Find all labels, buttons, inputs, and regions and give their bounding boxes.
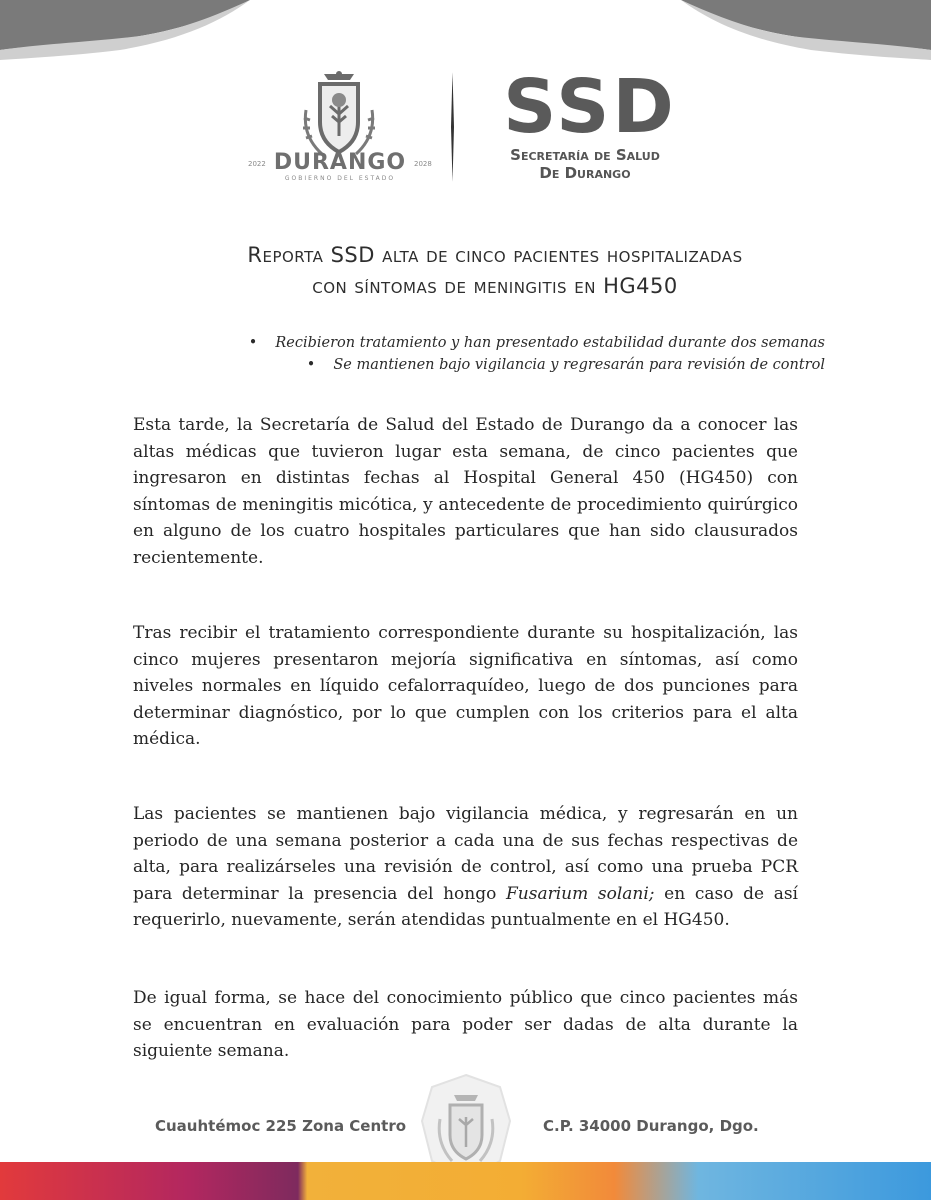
bullet-dot-icon: • bbox=[248, 335, 258, 351]
body-paragraph-2: Tras recibir el tratamiento correspondiente durante su hospitalización, las cinco mujeres presentaron mejoría significativa en síntomas, así como niveles normales en líquido cefalorraquídeo, luego de dos punciones para determinar diagnóstico, por lo que cumplen con los criterios para el alta médica. bbox=[133, 623, 798, 749]
document-title-line1: Reporta SSD alta de cinco pacientes hospitalizadas bbox=[247, 243, 743, 267]
bullet-dot-icon: • bbox=[306, 357, 316, 373]
summary-bullet-text: Recibieron tratamiento y han presentado estabilidad durante dos semanas bbox=[275, 335, 825, 351]
footer-address-street: Cuauhtémoc 225 Zona Centro bbox=[155, 1117, 407, 1135]
emblem-year-end: 2028 bbox=[414, 160, 432, 168]
emblem-year-start: 2022 bbox=[248, 160, 266, 168]
summary-bullet bbox=[185, 332, 825, 354]
top-right-swoosh-decoration bbox=[681, 0, 931, 60]
header-divider bbox=[451, 72, 454, 182]
gobierno-del-estado-label: GOBIERNO DEL ESTADO bbox=[284, 175, 396, 182]
body-paragraph-4: De igual forma, se hace del conocimiento público que cinco pacientes más se encuentran en evaluación para poder ser dadas de alta durante la siguiente semana. bbox=[133, 988, 798, 1061]
paragraph-3-text-end: en caso de así requerirlo, nuevamente, serán atendidas puntualmente en el HG450. bbox=[133, 883, 798, 930]
durango-wordmark: DURANGO bbox=[273, 150, 407, 175]
top-left-swoosh-decoration bbox=[0, 0, 250, 60]
ssd-logo-acronym: SSD bbox=[503, 64, 677, 150]
body-paragraph-1: Esta tarde, la Secretaría de Salud del Estado de Durango da a conocer las altas médicas que tuvieron lugar esta semana, de cinco pacientes que ingresaron en distintas fechas al Hospital General 450 (HG450) con síntomas de meningitis micótica, y antecedente de procedimiento quirúrgico en alguno de los cuatro hospitales particulares que han sido clausurados recientemente. bbox=[133, 415, 798, 568]
footer-color-band bbox=[0, 1162, 931, 1200]
fungus-species-name: Fusarium solani; bbox=[506, 883, 655, 904]
summary-bullets bbox=[185, 332, 825, 376]
summary-bullet-text: Se mantienen bajo vigilancia y regresarán para revisión de control bbox=[333, 357, 825, 373]
durango-coat-of-arms-logo bbox=[300, 70, 378, 160]
document-title-line2: con síntomas de meningitis en HG450 bbox=[312, 274, 678, 298]
agency-name-line1: Secretaría de Salud bbox=[510, 146, 660, 164]
summary-bullet bbox=[185, 354, 825, 376]
footer-address-postal: C.P. 34000 Durango, Dgo. bbox=[543, 1117, 759, 1135]
paragraph-3-text-start: Las pacientes se mantienen bajo vigilancia médica, y regresarán en un periodo de una semana posterior a cada una de sus fechas respectivas de alta, para realizárseles una revisión de control, así como una prueba PCR para determinar la presencia del hongo bbox=[133, 804, 798, 904]
agency-name-line2: De Durango bbox=[539, 164, 631, 182]
body-paragraph-3 bbox=[133, 801, 798, 934]
